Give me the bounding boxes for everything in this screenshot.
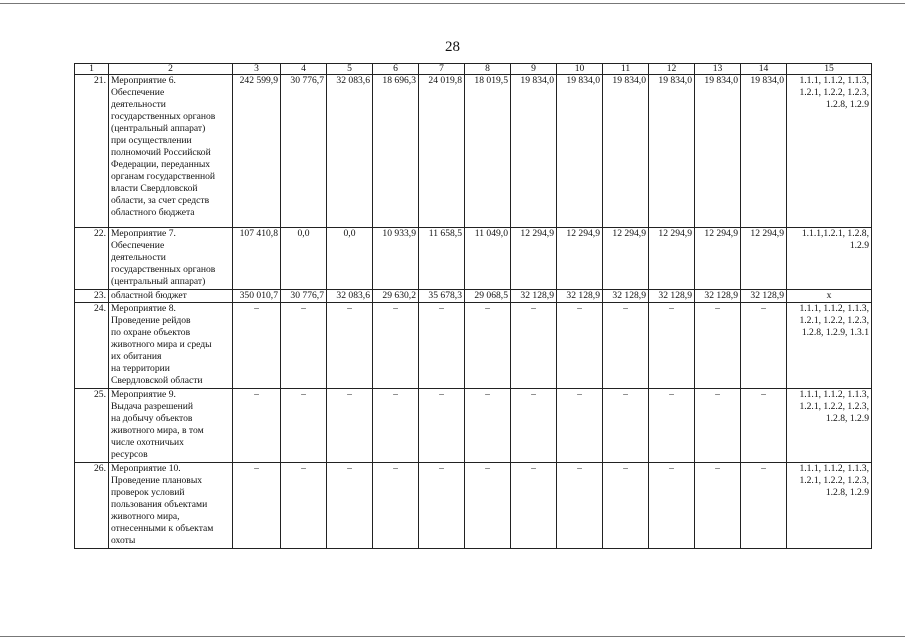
- table-row: [75, 463, 872, 549]
- value-cell: 19 834,0: [649, 75, 695, 228]
- activity-name: Мероприятие 10. Проведение плановых проверок условий пользования объектами животного мира, отнесенными к объектам охоты: [109, 463, 233, 549]
- value-cell: –: [465, 389, 511, 463]
- table-row: [75, 389, 872, 463]
- header-cell: 6: [373, 64, 419, 75]
- value-cell: 32 083,6: [327, 290, 373, 303]
- data-table: [74, 63, 872, 549]
- value-cell: –: [465, 463, 511, 549]
- value-cell: –: [233, 463, 281, 549]
- value-cell: 24 019,8: [419, 75, 465, 228]
- row-number: 24.: [75, 303, 109, 389]
- value-cell: 29 068,5: [465, 290, 511, 303]
- value-cell: –: [373, 389, 419, 463]
- activity-name: Мероприятие 8. Проведение рейдов по охране объектов животного мира и среды их обитания на территории Свердловской области: [109, 303, 233, 389]
- value-cell: –: [419, 389, 465, 463]
- value-cell: –: [603, 303, 649, 389]
- value-cell: 12 294,9: [557, 228, 603, 290]
- value-cell: 10 933,9: [373, 228, 419, 290]
- value-cell: 30 776,7: [281, 290, 327, 303]
- row-number: 26.: [75, 463, 109, 549]
- target-refs: 1.1.1, 1.1.2, 1.1.3, 1.2.1, 1.2.2, 1.2.3, 1.2.8, 1.2.9: [787, 463, 872, 549]
- value-cell: –: [233, 303, 281, 389]
- value-cell: –: [695, 303, 741, 389]
- activity-name: областной бюджет: [109, 290, 233, 303]
- header-row: [75, 64, 872, 75]
- table-row: [75, 75, 872, 228]
- value-cell: 107 410,8: [233, 228, 281, 290]
- value-cell: 11 658,5: [419, 228, 465, 290]
- header-cell: 4: [281, 64, 327, 75]
- header-cell: 9: [511, 64, 557, 75]
- value-cell: 242 599,9: [233, 75, 281, 228]
- header-cell: 10: [557, 64, 603, 75]
- value-cell: 32 128,9: [695, 290, 741, 303]
- target-refs: 1.1.1, 1.1.2, 1.1.3, 1.2.1, 1.2.2, 1.2.3, 1.2.8, 1.2.9: [787, 75, 872, 228]
- value-cell: –: [465, 303, 511, 389]
- value-cell: –: [419, 303, 465, 389]
- scan-edge-bottom: [0, 636, 905, 637]
- value-cell: –: [557, 463, 603, 549]
- value-cell: –: [281, 303, 327, 389]
- value-cell: 0,0: [281, 228, 327, 290]
- header-cell: 5: [327, 64, 373, 75]
- value-cell: –: [373, 463, 419, 549]
- value-cell: –: [649, 389, 695, 463]
- value-cell: 12 294,9: [741, 228, 787, 290]
- table-row: [75, 303, 872, 389]
- value-cell: –: [649, 463, 695, 549]
- page-number: 28: [445, 39, 460, 55]
- value-cell: 12 294,9: [695, 228, 741, 290]
- value-cell: 11 049,0: [465, 228, 511, 290]
- value-cell: –: [603, 389, 649, 463]
- value-cell: 35 678,3: [419, 290, 465, 303]
- value-cell: –: [327, 303, 373, 389]
- header-cell: 11: [603, 64, 649, 75]
- value-cell: 29 630,2: [373, 290, 419, 303]
- target-refs: х: [787, 290, 872, 303]
- value-cell: –: [281, 389, 327, 463]
- value-cell: –: [741, 303, 787, 389]
- value-cell: 32 128,9: [511, 290, 557, 303]
- activity-name: Мероприятие 9. Выдача разрешений на добычу объектов животного мира, в том числе охотничьих ресурсов: [109, 389, 233, 463]
- row-number: 25.: [75, 389, 109, 463]
- value-cell: 12 294,9: [603, 228, 649, 290]
- target-refs: 1.1.1,1.2.1, 1.2.8, 1.2.9: [787, 228, 872, 290]
- value-cell: 18 696,3: [373, 75, 419, 228]
- header-cell: 7: [419, 64, 465, 75]
- activity-name: Мероприятие 7. Обеспечение деятельности государственных органов (центральный аппарат): [109, 228, 233, 290]
- value-cell: 350 010,7: [233, 290, 281, 303]
- value-cell: –: [741, 463, 787, 549]
- row-number: 22.: [75, 228, 109, 290]
- table-row: [75, 228, 872, 290]
- header-cell: 2: [109, 64, 233, 75]
- value-cell: 19 834,0: [603, 75, 649, 228]
- value-cell: –: [695, 389, 741, 463]
- table-row: [75, 290, 872, 303]
- value-cell: 19 834,0: [511, 75, 557, 228]
- value-cell: 32 128,9: [741, 290, 787, 303]
- value-cell: –: [327, 463, 373, 549]
- row-number: 23.: [75, 290, 109, 303]
- value-cell: –: [419, 463, 465, 549]
- header-cell: 8: [465, 64, 511, 75]
- value-cell: 32 128,9: [649, 290, 695, 303]
- value-cell: 12 294,9: [649, 228, 695, 290]
- header-cell: 14: [741, 64, 787, 75]
- header-cell: 12: [649, 64, 695, 75]
- value-cell: –: [649, 303, 695, 389]
- value-cell: –: [233, 389, 281, 463]
- target-refs: 1.1.1, 1.1.2, 1.1.3, 1.2.1, 1.2.2, 1.2.3, 1.2.8, 1.2.9, 1.3.1: [787, 303, 872, 389]
- value-cell: –: [511, 303, 557, 389]
- value-cell: 19 834,0: [741, 75, 787, 228]
- value-cell: 12 294,9: [511, 228, 557, 290]
- value-cell: –: [373, 303, 419, 389]
- value-cell: –: [557, 389, 603, 463]
- value-cell: 32 083,6: [327, 75, 373, 228]
- scan-edge-top: [0, 3, 905, 4]
- value-cell: 30 776,7: [281, 75, 327, 228]
- value-cell: 32 128,9: [557, 290, 603, 303]
- value-cell: 19 834,0: [557, 75, 603, 228]
- value-cell: 18 019,5: [465, 75, 511, 228]
- value-cell: –: [741, 389, 787, 463]
- value-cell: –: [511, 463, 557, 549]
- value-cell: –: [511, 389, 557, 463]
- target-refs: 1.1.1, 1.1.2, 1.1.3, 1.2.1, 1.2.2, 1.2.3, 1.2.8, 1.2.9: [787, 389, 872, 463]
- header-cell: 1: [75, 64, 109, 75]
- header-cell: 13: [695, 64, 741, 75]
- value-cell: 0,0: [327, 228, 373, 290]
- row-number: 21.: [75, 75, 109, 228]
- value-cell: –: [557, 303, 603, 389]
- value-cell: 19 834,0: [695, 75, 741, 228]
- value-cell: 32 128,9: [603, 290, 649, 303]
- activity-name: Мероприятие 6. Обеспечение деятельности государственных органов (центральный аппарат) при осуществлении полномочий Российской Федерации, переданных органам государственной власти Свердловской области, за счет средств областного бюджета: [109, 75, 233, 228]
- value-cell: –: [327, 389, 373, 463]
- value-cell: –: [695, 463, 741, 549]
- header-cell: 3: [233, 64, 281, 75]
- value-cell: –: [603, 463, 649, 549]
- value-cell: –: [281, 463, 327, 549]
- header-cell: 15: [787, 64, 872, 75]
